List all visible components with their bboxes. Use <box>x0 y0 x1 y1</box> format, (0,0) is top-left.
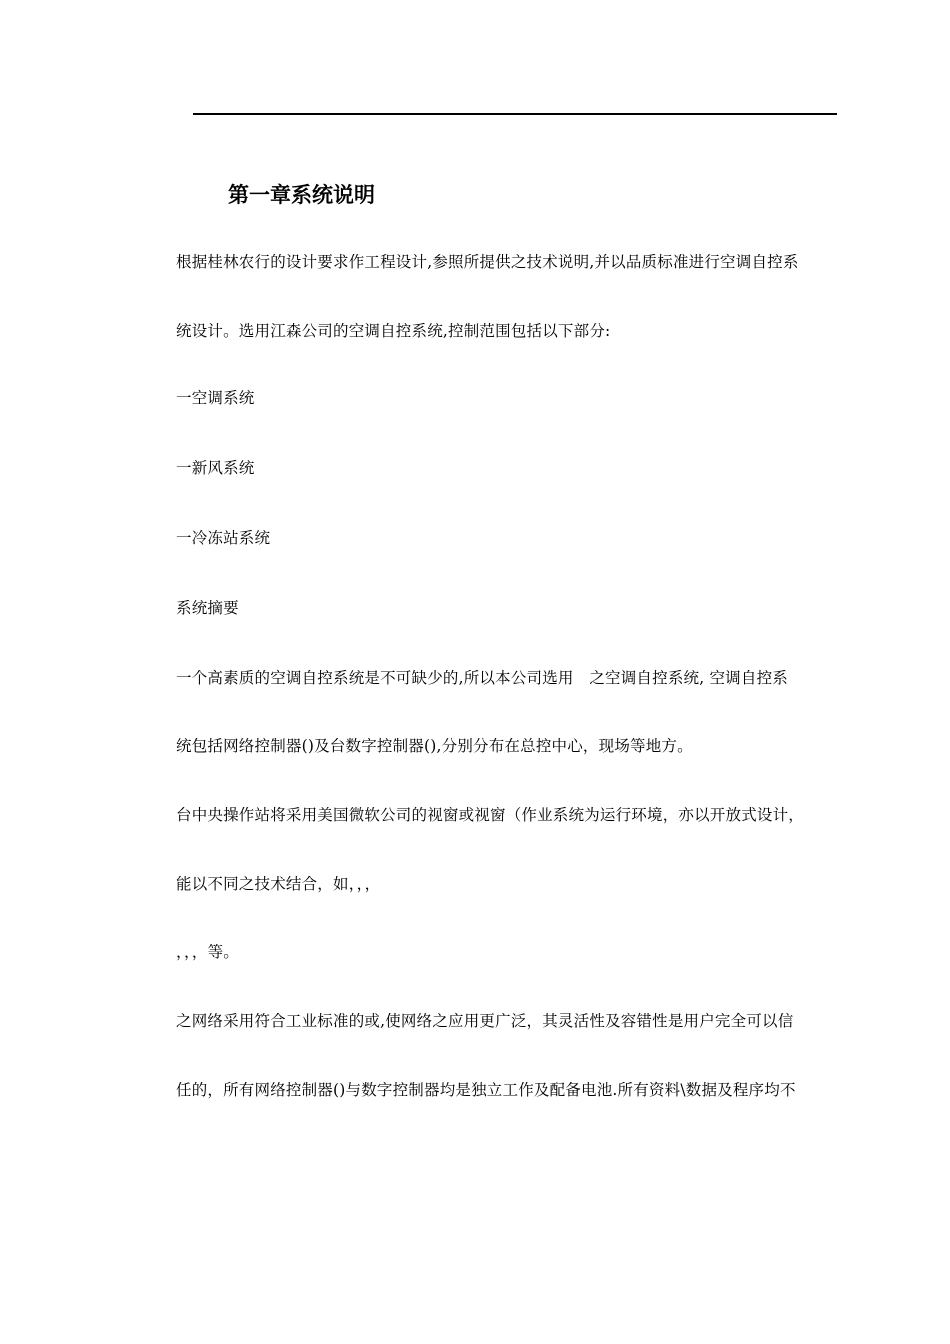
body-line-9: 台中央操作站将采用美国微软公司的视窗或视窗（作业系统为运行环境，亦以开放式设计， <box>176 806 805 824</box>
header-rule <box>193 113 837 115</box>
body-line-10: 能以不同之技术结合，如，，， <box>176 875 381 893</box>
body-line-7: 一个高素质的空调自控系统是不可缺少的,所以本公司选用 之空调自控系统, 空调自控系 <box>176 669 788 687</box>
chapter-title: 第一章系统说明 <box>228 183 375 207</box>
body-line-2: 统设计。选用江森公司的空调自控系统,控制范围包括以下部分: <box>176 322 611 340</box>
list-item-air-conditioning: 一空调系统 <box>176 389 255 407</box>
body-line-13: 任的，所有网络控制器()与数字控制器均是独立工作及配备电池.所有资料\数据及程序均不 <box>176 1081 796 1099</box>
body-line-8: 统包括网络控制器()及台数字控制器(),分别分布在总控中心，现场等地方。 <box>176 737 693 755</box>
list-item-chiller-plant: 一冷冻站系统 <box>176 529 271 547</box>
body-line-11: ，，，等。 <box>176 943 240 961</box>
body-line-1: 根据桂林农行的设计要求作工程设计,参照所提供之技术说明,并以品质标准进行空调自控系 <box>176 253 799 271</box>
body-line-12: 之网络采用符合工业标准的或,使网络之应用更广泛，其灵活性及容错性是用户完全可以信 <box>176 1012 794 1030</box>
section-heading-summary: 系统摘要 <box>176 599 239 617</box>
list-item-fresh-air: 一新风系统 <box>176 459 255 477</box>
